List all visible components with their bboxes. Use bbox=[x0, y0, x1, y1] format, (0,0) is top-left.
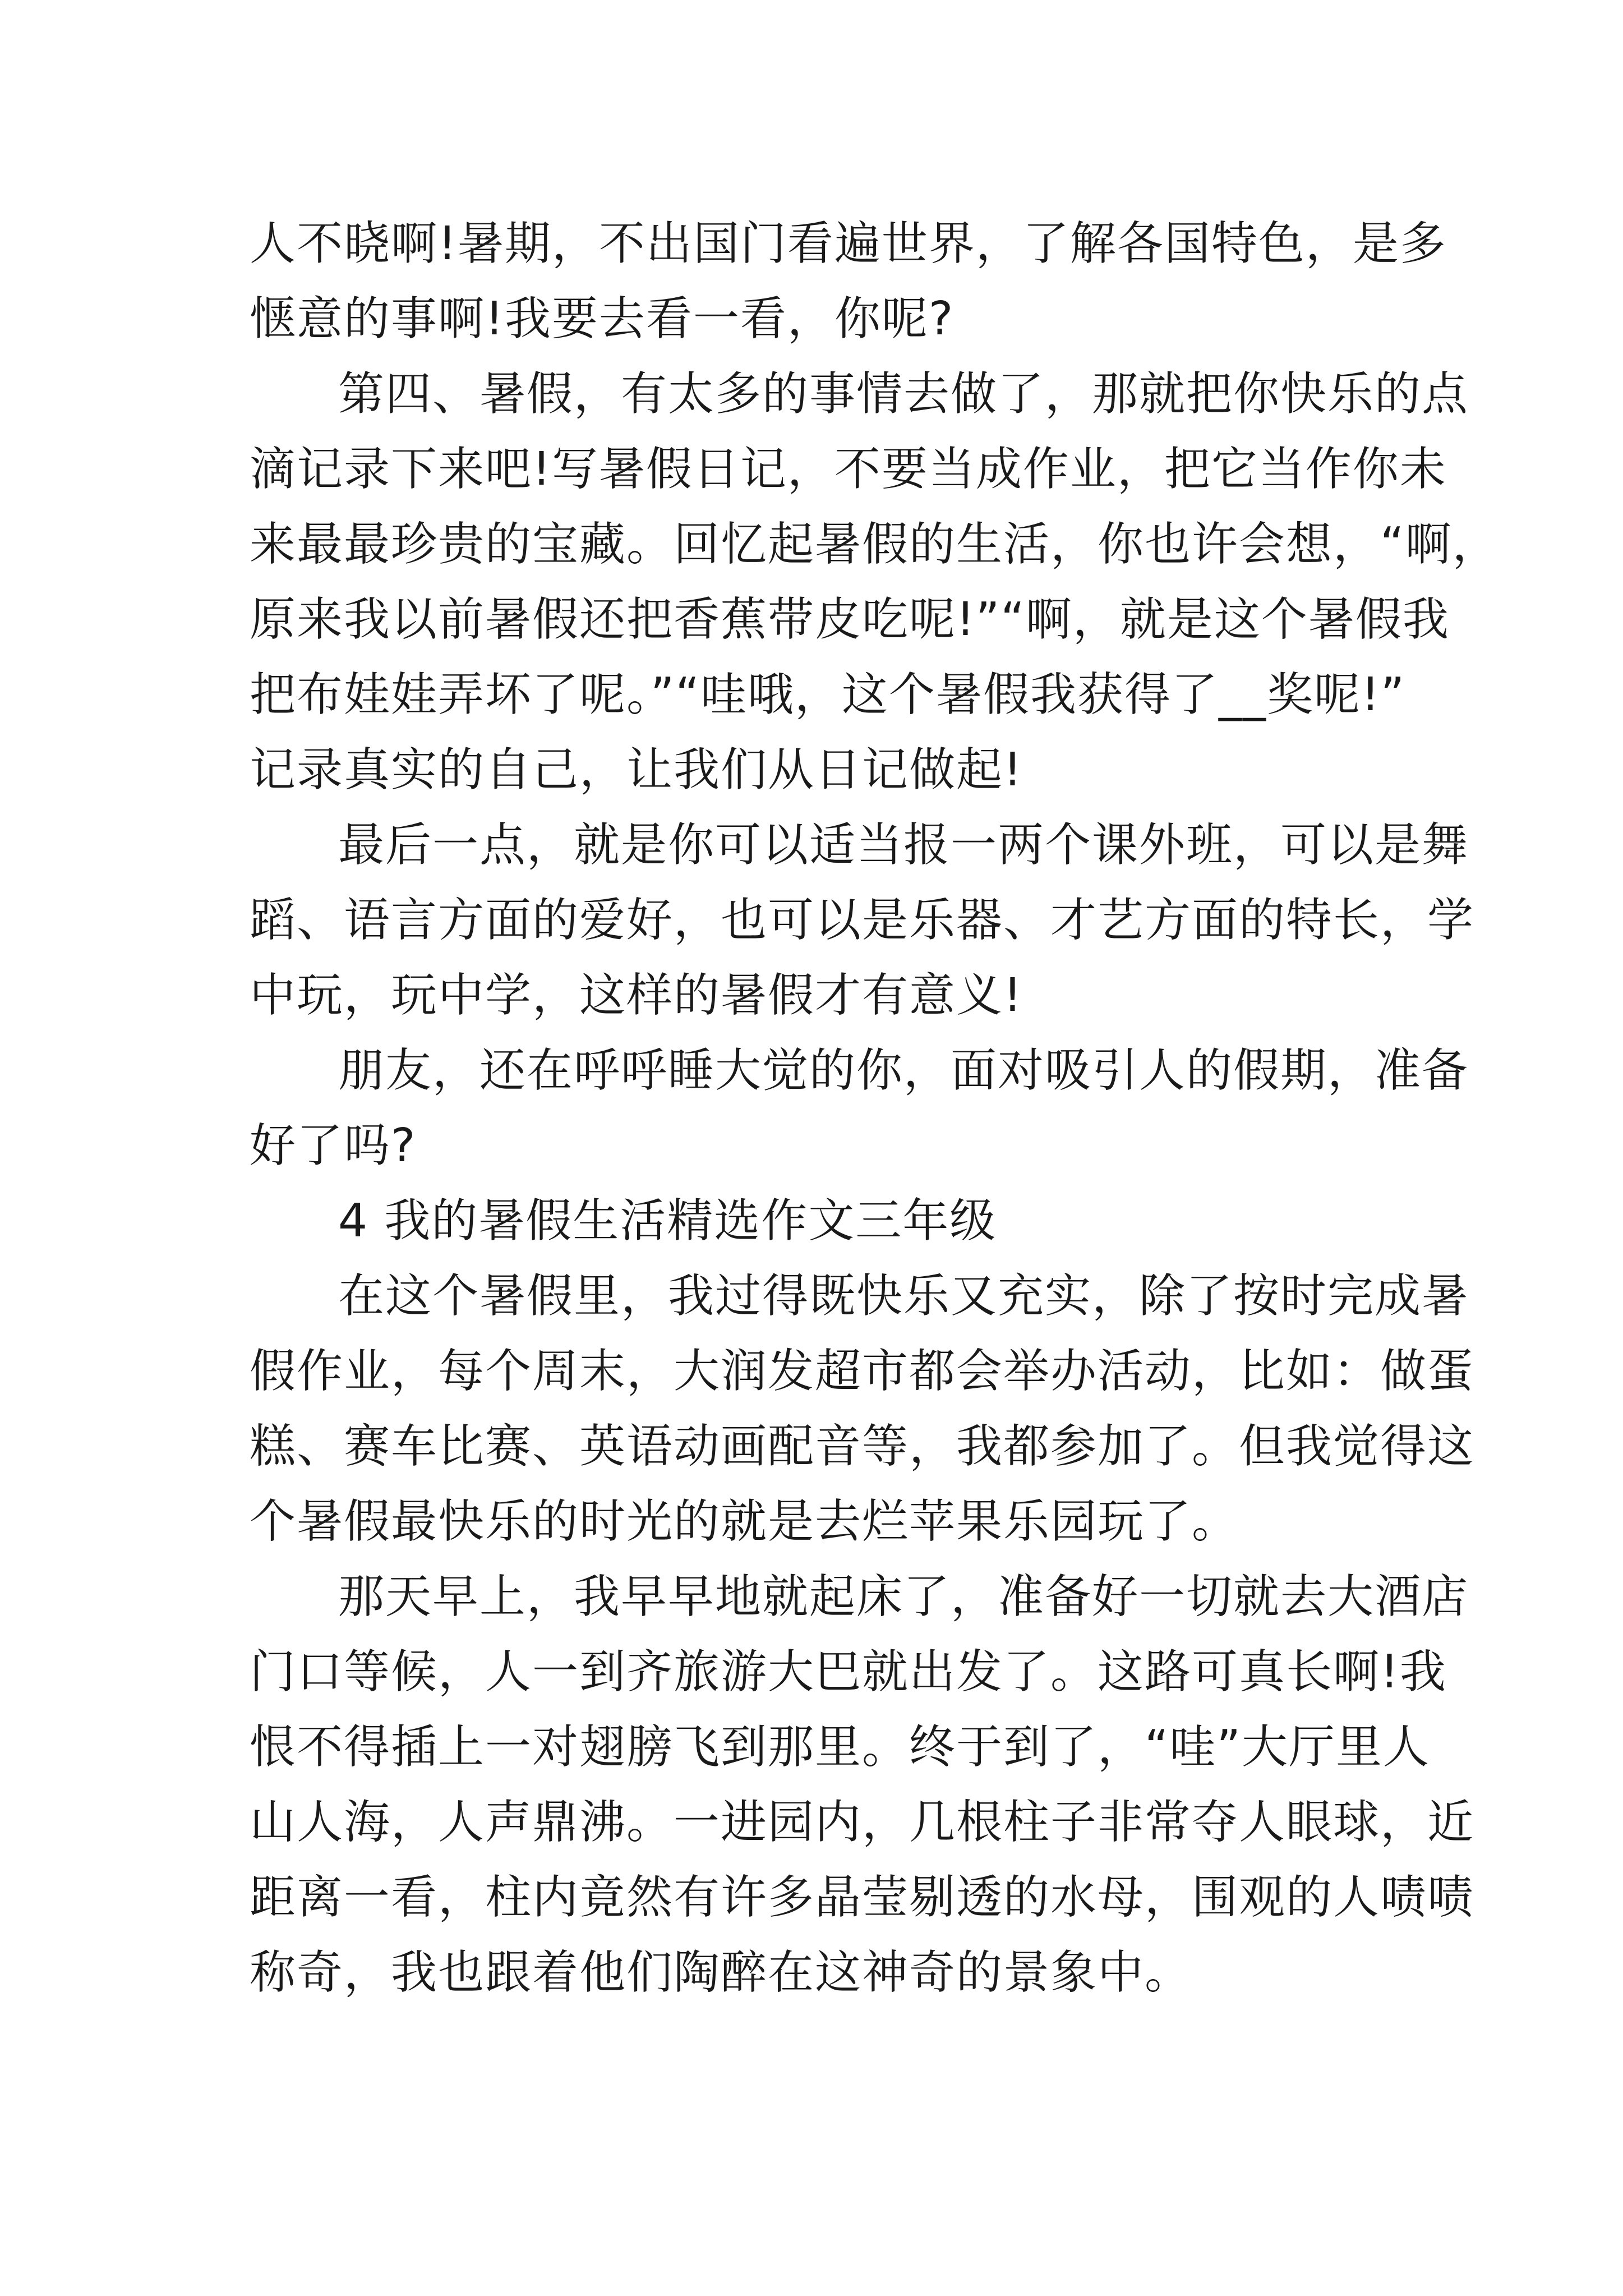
text-line: 来最最珍贵的宝藏。回忆起暑假的生活，你也许会想，“啊， bbox=[250, 518, 1500, 571]
text-line: 惬意的事啊!我要去看一看，你呢? bbox=[250, 292, 955, 346]
document-body bbox=[250, 206, 1500, 2010]
text-line: 假作业，每个周末，大润发超市都会举办活动，比如：做蛋 bbox=[250, 1345, 1475, 1398]
text-line: 第四、暑假，有太多的事情去做了，那就把你快乐的点 bbox=[338, 367, 1469, 421]
text-line: 好了吗? bbox=[250, 1119, 417, 1172]
text-line: 中玩，玩中学，这样的暑假才有意义! bbox=[250, 969, 1023, 1022]
text-line: 距离一看，柱内竟然有许多晶莹剔透的水母，围观的人啧啧 bbox=[250, 1871, 1475, 1924]
text-line: 蹈、语言方面的爱好，也可以是乐器、才艺方面的特长，学 bbox=[250, 894, 1475, 947]
text-line: 恨不得插上一对翅膀飞到那里。终于到了，“哇”大厅里人 bbox=[250, 1720, 1430, 1774]
text-line: 滴记录下来吧!写暑假日记，不要当成作业，把它当作你未 bbox=[250, 443, 1447, 496]
text-line: 个暑假最快乐的时光的就是去烂苹果乐园玩了。 bbox=[250, 1495, 1239, 1548]
text-line: 那天早上，我早早地就起床了，准备好一切就去大酒店 bbox=[338, 1570, 1469, 1623]
text-line: 门口等候，人一到齐旅游大巴就出发了。这路可真长啊!我 bbox=[250, 1645, 1447, 1699]
text-line: 糕、赛车比赛、英语动画配音等，我都参加了。但我觉得这 bbox=[250, 1420, 1475, 1473]
text-line: 在这个暑假里，我过得既快乐又充实，除了按时完成暑 bbox=[338, 1269, 1469, 1323]
text-line: 人不晓啊!暑期，不出国门看遍世界，了解各国特色，是多 bbox=[250, 217, 1447, 270]
text-line: 记录真实的自己，让我们从日记做起! bbox=[250, 743, 1023, 797]
section-heading: 4 我的暑假生活精选作文三年级 bbox=[338, 1194, 997, 1248]
text-line: 最后一点，就是你可以适当报一两个课外班，可以是舞 bbox=[338, 818, 1469, 872]
text-line: 山人海，人声鼎沸。一进园内，几根柱子非常夺人眼球，近 bbox=[250, 1796, 1475, 1849]
text-line: 把布娃娃弄坏了呢。”“哇哦，这个暑假我获得了__奖呢!” bbox=[250, 668, 1406, 721]
text-line: 称奇，我也跟着他们陶醉在这神奇的景象中。 bbox=[250, 1946, 1192, 1999]
text-line: 朋友，还在呼呼睡大觉的你，面对吸引人的假期，准备 bbox=[338, 1044, 1469, 1097]
text-line: 原来我以前暑假还把香蕉带皮吃呢!”“啊，就是这个暑假我 bbox=[250, 593, 1450, 646]
